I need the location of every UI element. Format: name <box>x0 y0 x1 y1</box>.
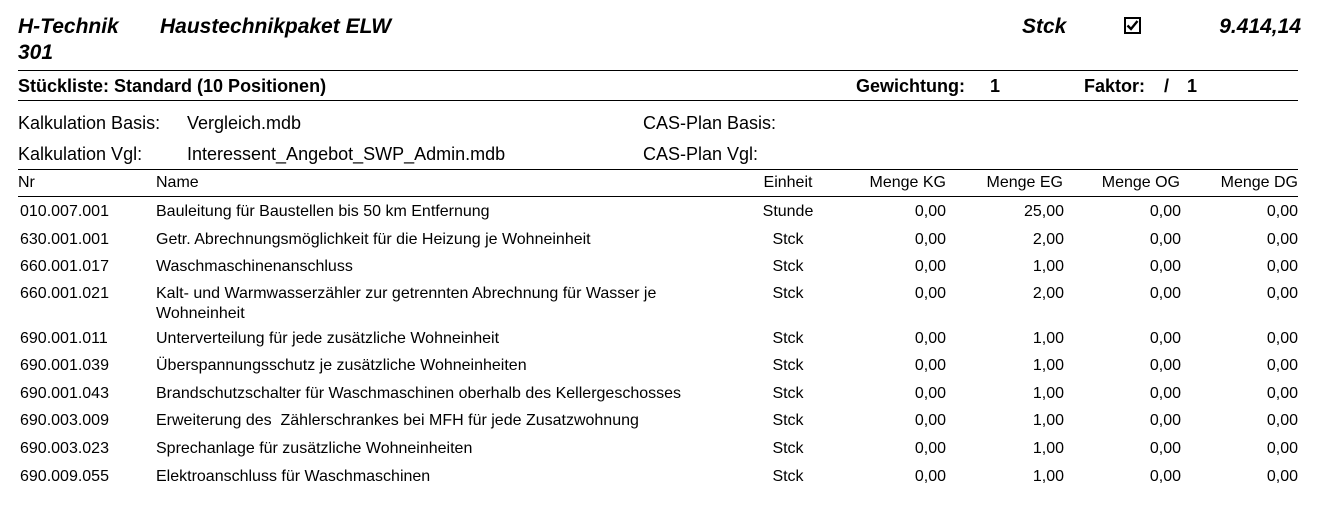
cell-menge-dg: 0,00 <box>1266 203 1298 220</box>
kalkulation-vgl-value: Interessent_Angebot_SWP_Admin.mdb <box>187 144 506 164</box>
cell-nr: 690.001.039 <box>20 357 109 374</box>
cell-menge-dg: 0,00 <box>1266 385 1298 402</box>
cell-einheit: Stck <box>772 231 804 248</box>
cell-nr: 690.009.055 <box>20 468 109 485</box>
cell-menge-eg: 1,00 <box>1032 468 1064 485</box>
cell-nr: 660.001.017 <box>20 258 109 275</box>
cell-menge-kg: 0,00 <box>914 468 946 485</box>
cell-menge-kg: 0,00 <box>914 412 946 429</box>
stueckliste-label: Stückliste: Standard (10 Positionen) <box>18 76 327 96</box>
cell-einheit: Stck <box>772 468 804 485</box>
cas-plan-basis-label: CAS-Plan Basis: <box>643 113 777 133</box>
cell-menge-eg: 1,00 <box>1032 412 1064 429</box>
article-price: 9.414,14 <box>1219 15 1301 38</box>
column-header-menge-kg: Menge KG <box>869 174 946 191</box>
cell-menge-og: 0,00 <box>1149 440 1181 457</box>
cell-einheit: Stck <box>772 357 804 374</box>
gewichtung-label: Gewichtung: <box>856 76 965 96</box>
cell-name: Bauleitung für Baustellen bis 50 km Entfernung <box>156 203 490 220</box>
cell-nr: 630.001.001 <box>20 231 109 248</box>
cell-menge-kg: 0,00 <box>914 357 946 374</box>
cell-menge-eg: 1,00 <box>1032 258 1064 275</box>
cell-name: Kalt- und Warmwasserzähler zur getrennten Abrechnung für Wasser je Wohneinheit <box>156 285 657 322</box>
cell-menge-eg: 1,00 <box>1032 357 1064 374</box>
cell-menge-eg: 1,00 <box>1032 330 1064 347</box>
cell-nr: 010.007.001 <box>20 203 109 220</box>
kalkulation-vgl-label: Kalkulation Vgl: <box>18 144 143 164</box>
cell-menge-eg: 2,00 <box>1032 231 1064 248</box>
cell-menge-kg: 0,00 <box>914 385 946 402</box>
article-code-line1: H-Technik <box>18 15 119 38</box>
column-header-nr: Nr <box>18 174 35 191</box>
cell-einheit: Stck <box>772 440 804 457</box>
cell-menge-eg: 1,00 <box>1032 385 1064 402</box>
cell-menge-kg: 0,00 <box>914 330 946 347</box>
cell-einheit: Stck <box>772 285 804 302</box>
cell-menge-dg: 0,00 <box>1266 412 1298 429</box>
cell-menge-og: 0,00 <box>1149 231 1181 248</box>
cell-einheit: Stck <box>772 412 804 429</box>
divider <box>18 70 1298 71</box>
cell-name: Unterverteilung für jede zusätzliche Wohneinheit <box>156 330 500 347</box>
active-checkbox[interactable] <box>1124 17 1141 34</box>
faktor-value: 1 <box>1187 76 1198 96</box>
column-header-menge-eg: Menge EG <box>986 174 1063 191</box>
cell-menge-kg: 0,00 <box>914 440 946 457</box>
divider <box>18 169 1298 170</box>
cell-name: Überspannungsschutz je zusätzliche Wohneinheiten <box>156 357 527 374</box>
cell-nr: 690.003.009 <box>20 412 109 429</box>
cell-menge-dg: 0,00 <box>1266 468 1298 485</box>
cell-nr: 690.003.023 <box>20 440 109 457</box>
cell-menge-eg: 2,00 <box>1032 285 1064 302</box>
cell-menge-og: 0,00 <box>1149 412 1181 429</box>
cell-menge-kg: 0,00 <box>914 285 946 302</box>
cell-menge-kg: 0,00 <box>914 203 946 220</box>
cell-name: Erweiterung des Zählerschrankes bei MFH für jede Zusatzwohnung <box>156 412 639 429</box>
cell-name: Waschmaschinenanschluss <box>156 258 353 275</box>
cell-nr: 660.001.021 <box>20 285 109 302</box>
cell-menge-og: 0,00 <box>1149 258 1181 275</box>
faktor-label: Faktor: <box>1084 76 1146 96</box>
cell-menge-og: 0,00 <box>1149 385 1181 402</box>
cell-einheit: Stck <box>772 258 804 275</box>
kalkulation-basis-value: Vergleich.mdb <box>187 113 302 133</box>
kalkulation-basis-label: Kalkulation Basis: <box>18 113 161 133</box>
cell-nr: 690.001.011 <box>20 330 108 347</box>
cell-einheit: Stck <box>772 385 804 402</box>
article-code-line2: 301 <box>18 41 54 64</box>
cell-name: Elektroanschluss für Waschmaschinen <box>156 468 431 485</box>
cell-menge-kg: 0,00 <box>914 231 946 248</box>
divider <box>18 196 1298 197</box>
cell-menge-kg: 0,00 <box>914 258 946 275</box>
cell-menge-dg: 0,00 <box>1266 285 1298 302</box>
cell-einheit: Stck <box>772 330 804 347</box>
cell-menge-og: 0,00 <box>1149 285 1181 302</box>
cell-menge-og: 0,00 <box>1149 203 1181 220</box>
cell-menge-dg: 0,00 <box>1266 330 1298 347</box>
cell-name: Brandschutzschalter für Waschmaschinen oberhalb des Kellergeschosses <box>156 385 682 402</box>
cell-name: Getr. Abrechnungsmöglichkeit für die Heizung je Wohneinheit <box>156 231 591 248</box>
cas-plan-vgl-label: CAS-Plan Vgl: <box>643 144 759 164</box>
column-header-menge-og: Menge OG <box>1101 174 1180 191</box>
cell-nr: 690.001.043 <box>20 385 109 402</box>
article-unit: Stck <box>1022 15 1067 38</box>
article-code <box>18 14 119 66</box>
cell-menge-eg: 1,00 <box>1032 440 1064 457</box>
divider <box>18 100 1298 101</box>
column-header-menge-dg: Menge DG <box>1220 174 1298 191</box>
cell-menge-dg: 0,00 <box>1266 231 1298 248</box>
cell-menge-og: 0,00 <box>1149 357 1181 374</box>
cell-menge-og: 0,00 <box>1149 468 1181 485</box>
cell-menge-og: 0,00 <box>1149 330 1181 347</box>
cell-menge-dg: 0,00 <box>1266 357 1298 374</box>
cell-menge-dg: 0,00 <box>1266 258 1298 275</box>
column-header-einheit: Einheit <box>763 174 813 191</box>
article-name: Haustechnikpaket ELW <box>160 15 392 38</box>
checkmark-icon <box>1126 19 1139 32</box>
cell-name: Sprechanlage für zusätzliche Wohneinheiten <box>156 440 473 457</box>
gewichtung-value: 1 <box>990 76 1001 96</box>
column-header-name: Name <box>156 174 199 191</box>
faktor-separator: / <box>1164 76 1170 96</box>
cell-einheit: Stunde <box>762 203 814 220</box>
cell-menge-eg: 25,00 <box>1023 203 1064 220</box>
cell-menge-dg: 0,00 <box>1266 440 1298 457</box>
